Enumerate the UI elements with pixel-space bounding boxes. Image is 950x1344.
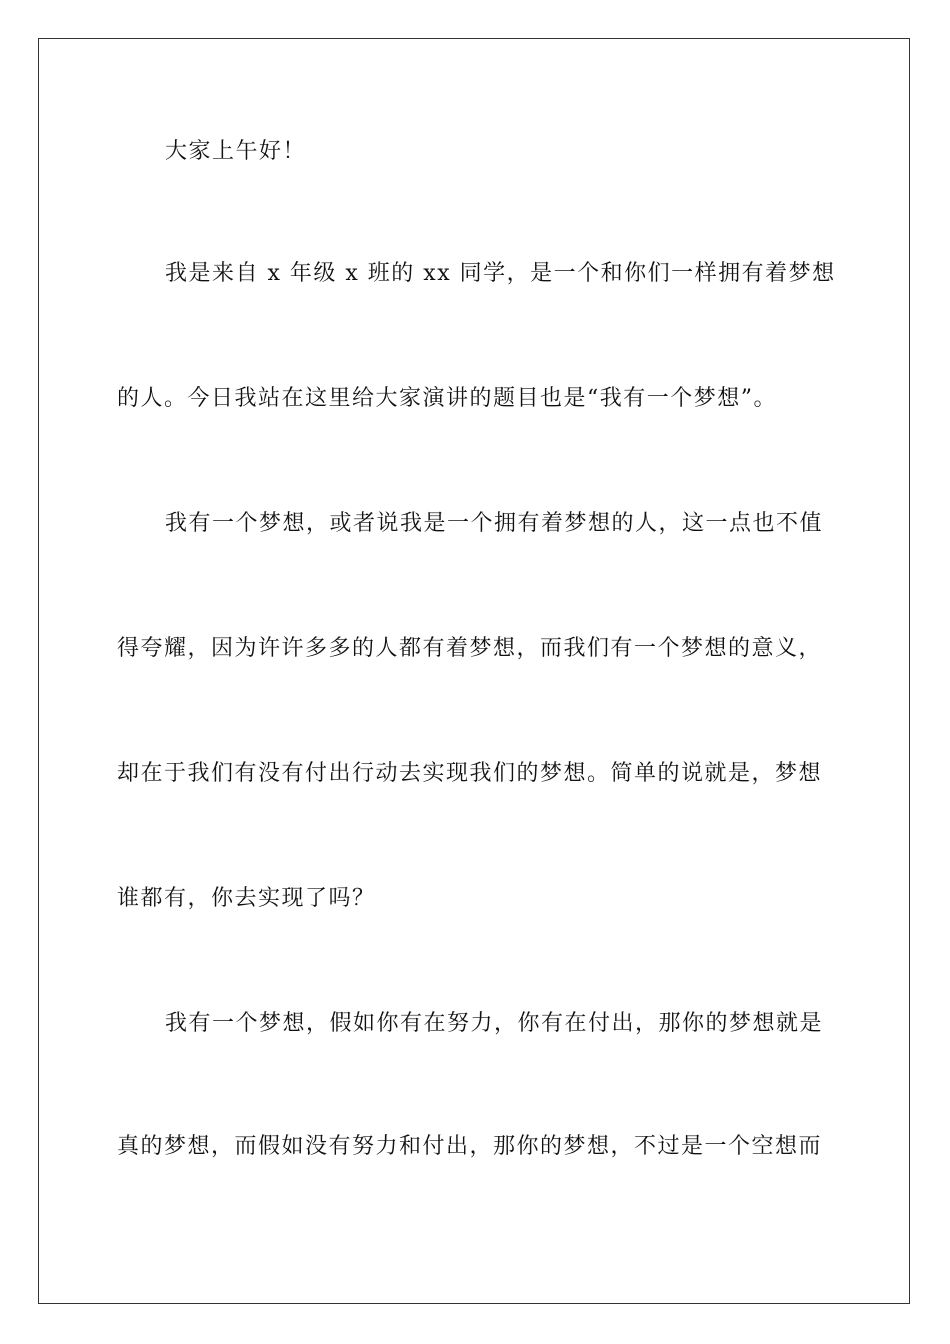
paragraph-2-line-4: 谁都有，你去实现了吗？ (117, 886, 376, 911)
greeting-line: 大家上午好！ (165, 139, 307, 164)
page-frame (38, 38, 910, 1304)
paragraph-2-line-3: 却在于我们有没有付出行动去实现我们的梦想。简单的说就是，梦想 (117, 761, 823, 786)
paragraph-3-line-2: 真的梦想，而假如没有努力和付出，那你的梦想，不过是一个空想而 (117, 1134, 823, 1159)
paragraph-2-line-2: 得夸耀，因为许许多多的人都有着梦想，而我们有一个梦想的意义， (117, 636, 823, 661)
paragraph-2-line-1: 我有一个梦想，或者说我是一个拥有着梦想的人，这一点也不值 (165, 511, 824, 536)
paragraph-1-line-2: 的人。今日我站在这里给大家演讲的题目也是“我有一个梦想”。 (117, 386, 777, 411)
paragraph-1-line-1: 我是来自 x 年级 x 班的 xx 同学，是一个和你们一样拥有着梦想 (165, 261, 836, 286)
paragraph-3-line-1: 我有一个梦想，假如你有在努力，你有在付出，那你的梦想就是 (165, 1011, 824, 1036)
